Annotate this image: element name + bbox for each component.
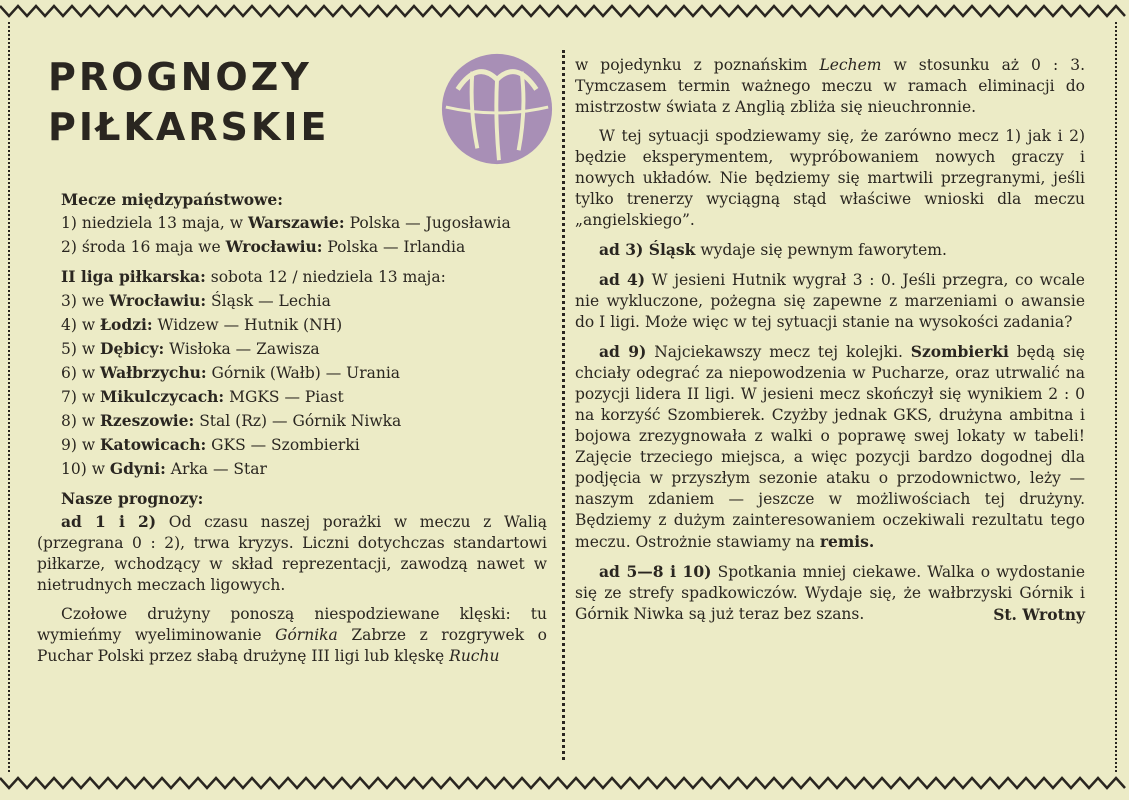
list-item: 7) w Mikulczycach: MGKS — Piast (61, 387, 344, 406)
list-item: 4) w Łodzi: Widzew — Hutnik (NH) (61, 315, 343, 334)
intl-match-1: 1) niedziela 13 maja, w Warszawie: Polska — Jugosławia (61, 213, 511, 232)
intl-match-2: 2) środa 16 maja we Wrocławiu: Polska — Irlandia (61, 237, 466, 256)
paragraph-ad-4: ad 4) W jesieni Hutnik wygrał 3 : 0. Jeśli przegra, co wcale nie wykluczone, pożegna się zapewne z marzeniami o awansie do I ligi. Może więc w tej sytuacji stanie na wysokości zadania? (575, 270, 1085, 331)
author-signature: St. Wrotny (993, 605, 1085, 624)
top-zigzag-border (0, 4, 1129, 18)
paragraph-leading-teams: Czołowe drużyny ponoszą niespodziewane klęski: tu wymieńmy wyeliminowanie Górnika Zabrze z rozgrywek o Puchar Polski przez słabą drużynę III ligi lub klęskę Ruchu (37, 605, 547, 665)
left-dotted-border (8, 22, 16, 772)
title-line-1: PROGNOZY (48, 55, 312, 99)
paragraph-ad-1-2: ad 1 i 2) Od czasu naszej porażki w meczu z Walią (przegrana 0 : 2), trwa kryzys. Liczni dotychczas standartowi piłkarze, wchodzący w skład reprezentacji, zawodzą nawet w nietrudnych meczach ligowych. (37, 512, 547, 594)
list-item: 5) w Dębicy: Wisłoka — Zawisza (61, 339, 320, 358)
right-column (575, 55, 1085, 627)
football-icon (438, 50, 556, 168)
article-title (48, 52, 329, 152)
title-line-2: PIŁKARSKIE (48, 105, 330, 149)
list-item: 3) we Wrocławiu: Śląsk — Lechia (61, 291, 331, 310)
paragraph-continued: w pojedynku z poznańskim Lechem w stosunku aż 0 : 3. Tymczasem termin ważnego meczu w ramach eliminacji do mistrzostw świata z Anglią zbliża się nieuchronnie. (575, 56, 1085, 116)
list-item: 6) w Wałbrzychu: Górnik (Wałb) — Urania (61, 363, 401, 382)
bottom-zigzag-border (0, 776, 1129, 790)
paragraph-ad-3: ad 3) Śląsk wydaje się pewnym faworytem. (599, 240, 947, 259)
intl-heading: Mecze międzypaństwowe: (61, 190, 283, 209)
column-divider (562, 50, 565, 760)
paragraph-experiment: W tej sytuacji spodziewamy się, że zarówno mecz 1) jak i 2) będzie eksperymentem, wypróbowaniem nowych graczy i nowych układów. Nie będziemy się martwili przegranymi, jeśli tylko trenerzy wyciągną stąd właściwe wnioski dla meczu „angielskiego”. (575, 127, 1085, 229)
right-dotted-border (1115, 22, 1123, 772)
paragraph-ad-5-8-10: ad 5—8 i 10) Spotkania mniej ciekawe. Walka o wydostanie się ze strefy spadkowiczów. Wydaje się, że wałbrzyski Górnik i Górnik Niwka są już teraz bez szans. St. Wrotny (575, 562, 1085, 624)
list-item: 9) w Katowicach: GKS — Szombierki (61, 435, 360, 454)
list-item: 10) w Gdyni: Arka — Star (61, 459, 267, 478)
list-item: 8) w Rzeszowie: Stal (Rz) — Górnik Niwka (61, 411, 402, 430)
left-column (37, 189, 547, 669)
prognozy-heading: Nasze prognozy: (61, 489, 204, 508)
liga-heading: II liga piłkarska: sobota 12 / niedziela 13 maja: (61, 267, 446, 286)
paragraph-ad-9: ad 9) Najciekawszy mecz tej kolejki. Szombierki będą się chciały odegrać za niepowodzenia w Pucharze, oraz utrwalić na pozycji lidera II ligi. W jesieni mecz skończył się wynikiem 2 : 0 na korzyść Szombierek. Czyżby jednak GKS, drużyna ambitna i bojowa zrezygnowała z walki o poprawę swej lokaty w tabeli! Zajęcie trzeciego miejsca, a więc pozycji bardzo dogodnej dla podjęcia w przyszłym sezonie ataku o przodownictwo, leży — naszym zdaniem — jeszcze w możliwościach tej drużyny. Będziemy z dużym zainteresowaniem oczekiwali rezultatu tego meczu. Ostrożnie stawiamy na remis. (575, 342, 1085, 551)
match-list (37, 290, 547, 480)
